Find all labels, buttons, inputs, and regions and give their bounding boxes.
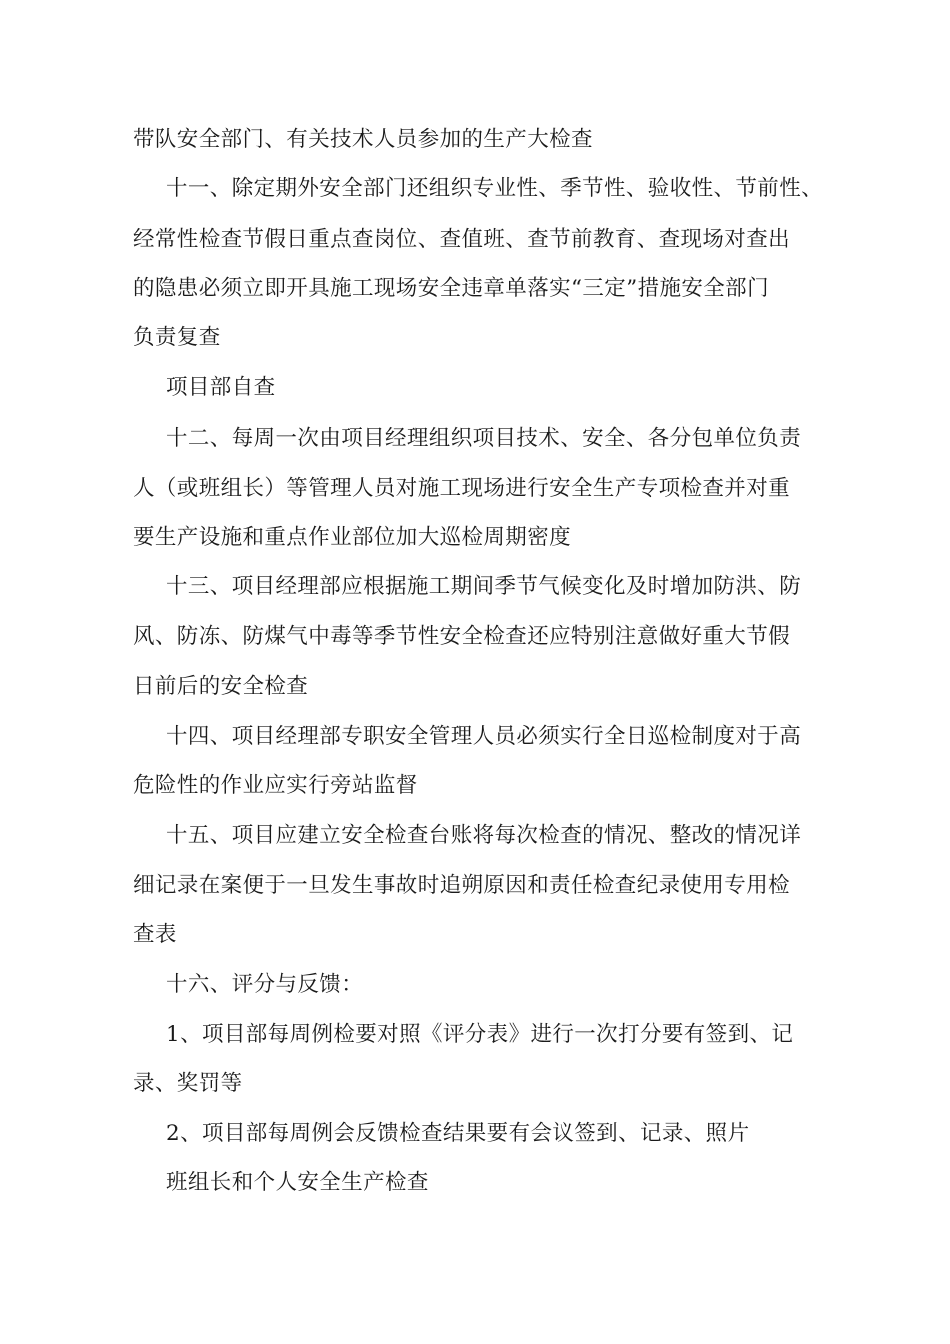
item-1-line-1: 1、项目部每周例检要对照《评分表》进行一次打分要有签到、记 bbox=[166, 1022, 794, 1047]
paragraph-15-line-3: 查表 bbox=[133, 922, 177, 947]
paragraph-11-line-2: 经常性检查节假日重点查岗位、查值班、查节前教育、查现场对查出 bbox=[133, 227, 791, 252]
item-1-line-2: 录、奖罚等 bbox=[133, 1071, 243, 1096]
paragraph-16-heading: 十六、评分与反馈： bbox=[166, 972, 364, 997]
paragraph-11-line-4: 负责复查 bbox=[133, 325, 221, 350]
paragraph-13-line-3: 日前后的安全检查 bbox=[133, 674, 309, 699]
paragraph-11-line-1: 十一、除定期外安全部门还组织专业性、季节性、验收性、节前性、 bbox=[166, 176, 824, 201]
paragraph-12-line-2: 人（或班组长）等管理人员对施工现场进行安全生产专项检查并对重 bbox=[133, 476, 791, 501]
paragraph-14-line-1: 十四、项目经理部专职安全管理人员必须实行全日巡检制度对于高 bbox=[166, 724, 802, 749]
paragraph-11-line-3: 的隐患必须立即开具施工现场安全违章单落实“三定”措施安全部门 bbox=[133, 276, 769, 301]
paragraph-14-line-2: 危险性的作业应实行旁站监督 bbox=[133, 773, 418, 798]
paragraph-12-line-1: 十二、每周一次由项目经理组织项目技术、安全、各分包单位负责 bbox=[166, 426, 802, 451]
paragraph-15-line-1: 十五、项目应建立安全检查台账将每次检查的情况、整改的情况详 bbox=[166, 823, 802, 848]
item-2-line-1: 2、项目部每周例会反馈检查结果要有会议签到、记录、照片 bbox=[166, 1121, 750, 1146]
paragraph-13-line-1: 十三、项目经理部应根据施工期间季节气候变化及时增加防洪、防 bbox=[166, 574, 802, 599]
paragraph-13-line-2: 风、防冻、防煤气中毒等季节性安全检查还应特别注意做好重大节假 bbox=[133, 624, 791, 649]
section-heading-team-leader-check: 班组长和个人安全生产检查 bbox=[166, 1170, 429, 1195]
text-line: 带队安全部门、有关技术人员参加的生产大检查 bbox=[133, 127, 593, 152]
paragraph-15-line-2: 细记录在案便于一旦发生事故时追朔原因和责任检查纪录使用专用检 bbox=[133, 873, 791, 898]
section-heading-project-self-check: 项目部自查 bbox=[166, 375, 276, 400]
paragraph-12-line-3: 要生产设施和重点作业部位加大巡检周期密度 bbox=[133, 525, 572, 550]
